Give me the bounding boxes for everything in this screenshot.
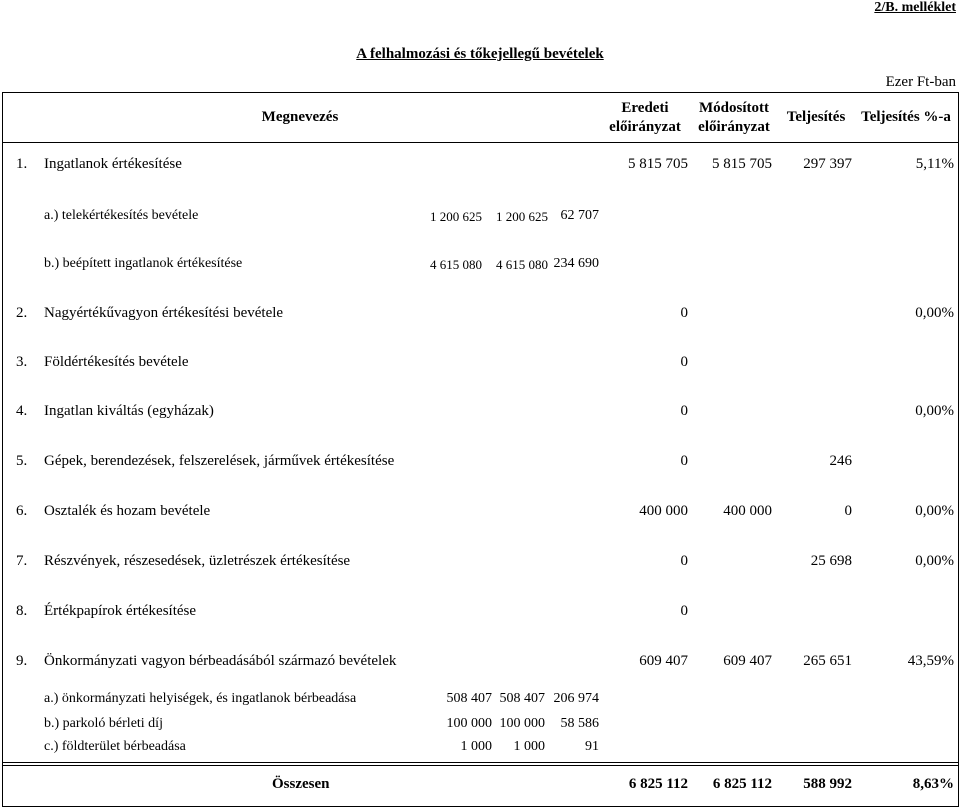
row-percent: 0,00%	[915, 305, 954, 321]
total-original: 6 825 112	[628, 776, 688, 792]
row-original: 0	[680, 453, 688, 469]
col-header-name: Megnevezés	[261, 109, 339, 125]
row-original: 0	[680, 354, 688, 370]
row-percent: 0,00%	[915, 503, 954, 519]
total-label: Összesen	[272, 776, 330, 792]
row-label: Értékpapírok értékesítése	[44, 603, 197, 619]
table-left-border	[2, 92, 3, 807]
row-number: 7.	[16, 553, 28, 569]
sub-row-original: 508 407	[446, 691, 492, 706]
row-modified: 5 815 705	[712, 156, 772, 172]
col-header-original-1: Eredeti	[621, 100, 669, 116]
unit-label: Ezer Ft-ban	[885, 74, 956, 90]
sub-row-actual: 234 690	[553, 256, 599, 271]
row-number: 6.	[16, 503, 28, 519]
sub-row-original: 100 000	[446, 716, 492, 731]
col-header-modified-2: előirányzat	[698, 119, 770, 135]
row-label: Nagyértékűvagyon értékesítési bevétele	[44, 305, 284, 321]
col-header-modified-1: Módosított	[699, 100, 769, 116]
row-number: 8.	[16, 603, 28, 619]
sub-row-modified: 100 000	[499, 716, 545, 731]
row-original: 400 000	[639, 503, 688, 519]
row-number: 1.	[16, 156, 28, 172]
total-top-border-2	[2, 765, 958, 766]
row-actual: 246	[829, 453, 852, 469]
sub-row-modified: 1 000	[513, 739, 545, 754]
sub-row-label: c.) földterület bérbeadása	[44, 739, 186, 754]
row-original: 5 815 705	[628, 156, 688, 172]
sub-row-label: b.) parkoló bérleti díj	[44, 716, 163, 731]
row-label: Földértékesítés bevétele	[44, 354, 189, 370]
col-header-percent: Teljesítés %-a	[861, 109, 951, 125]
sub-row-actual: 91	[585, 739, 599, 754]
total-top-border-1	[2, 762, 958, 763]
row-number: 2.	[16, 305, 28, 321]
row-actual: 25 698	[810, 553, 852, 569]
row-actual: 0	[844, 503, 852, 519]
sub-row-modified: 1 200 625	[496, 209, 548, 224]
row-percent: 0,00%	[915, 403, 954, 419]
row-original: 0	[680, 553, 688, 569]
row-number: 5.	[16, 453, 28, 469]
total-percent: 8,63%	[912, 776, 954, 792]
row-percent: 0,00%	[915, 553, 954, 569]
row-number: 3.	[16, 354, 28, 370]
row-label: Részvények, részesedések, üzletrészek értékesítése	[44, 553, 351, 569]
sub-row-original: 1 200 625	[430, 209, 482, 224]
sub-row-modified: 4 615 080	[496, 257, 548, 272]
sub-row-actual: 58 586	[560, 716, 599, 731]
row-label: Ingatlan kiváltás (egyházak)	[44, 403, 214, 419]
row-modified: 609 407	[723, 653, 772, 669]
sub-row-original: 4 615 080	[430, 257, 482, 272]
row-original: 609 407	[639, 653, 688, 669]
row-percent: 43,59%	[907, 653, 954, 669]
row-original: 0	[680, 603, 688, 619]
table-bottom-border	[2, 806, 958, 807]
total-actual: 588 992	[803, 776, 852, 792]
row-number: 4.	[16, 403, 28, 419]
col-header-original-2: előirányzat	[609, 119, 681, 135]
row-actual: 297 397	[803, 156, 852, 172]
row-actual: 265 651	[803, 653, 852, 669]
annex-label: 2/B. melléklet	[874, 0, 956, 15]
header-bottom-border	[2, 142, 958, 143]
sub-row-original: 1 000	[460, 739, 492, 754]
row-label: Ingatlanok értékesítése	[44, 156, 182, 172]
page-title: A felhalmozási és tőkejellegű bevételek	[356, 46, 604, 62]
total-modified: 6 825 112	[712, 776, 772, 792]
sub-row-actual: 62 707	[560, 208, 599, 223]
table-right-border	[958, 92, 959, 807]
row-label: Osztalék és hozam bevétele	[44, 503, 211, 519]
sub-row-label: b.) beépített ingatlanok értékesítése	[44, 256, 243, 271]
table-top-border	[2, 92, 958, 93]
row-label: Gépek, berendezések, felszerelések, járművek értékesítése	[44, 453, 395, 469]
row-label: Önkormányzati vagyon bérbeadásából származó bevételek	[44, 653, 397, 669]
row-number: 9.	[16, 653, 28, 669]
row-original: 0	[680, 403, 688, 419]
sub-row-label: a.) önkormányzati helyiségek, és ingatlanok bérbeadása	[44, 691, 357, 706]
sub-row-actual: 206 974	[553, 691, 599, 706]
row-modified: 400 000	[723, 503, 772, 519]
col-header-actual: Teljesítés	[786, 109, 846, 125]
row-original: 0	[680, 305, 688, 321]
sub-row-label: a.) telekértékesítés bevétele	[44, 208, 199, 223]
row-percent: 5,11%	[915, 156, 954, 172]
sub-row-modified: 508 407	[499, 691, 545, 706]
